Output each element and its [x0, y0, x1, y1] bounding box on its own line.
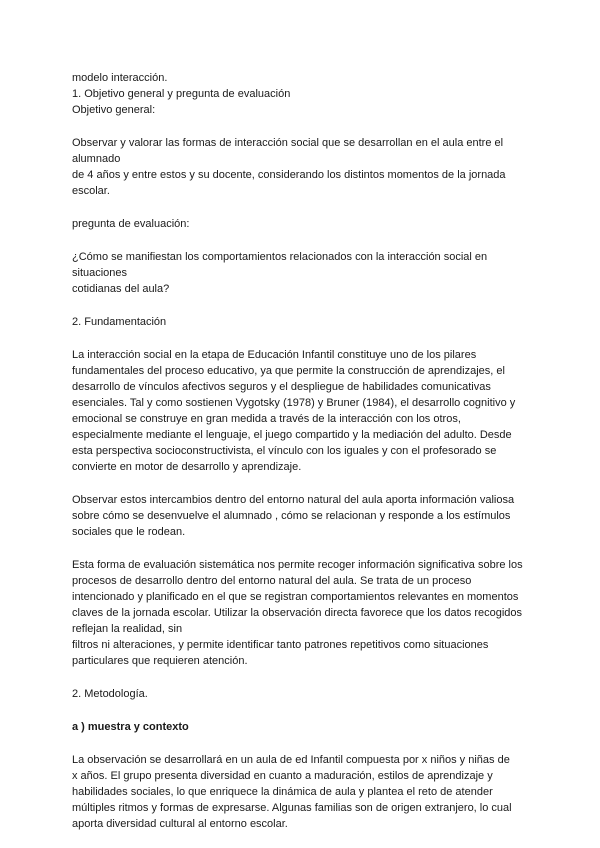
text-line: de 4 años y entre estos y su docente, considerando los distintos momentos de la jornada: [72, 169, 506, 181]
text-line: x años. El grupo presenta diversidad en cuanto a maduración, estilos de aprendizaje y: [72, 770, 493, 782]
text-line: La observación se desarrollará en un aula de ed Infantil compuesta por x niños y niñas de: [72, 754, 510, 766]
section-heading-objective: 1. Objetivo general y pregunta de evaluación: [72, 88, 291, 100]
question-label: pregunta de evaluación:: [72, 218, 190, 230]
text-line: alumnado: [72, 153, 121, 165]
text-line: habilidades sociales, lo que enriquece la dinámica de aula y plantea el reto de atender: [72, 786, 493, 798]
objective-paragraph: [72, 135, 542, 199]
document-page: [72, 70, 542, 832]
text-line: cotidianas del aula?: [72, 283, 170, 295]
subheading-muestra-contexto: a ) muestra y contexto: [72, 721, 189, 733]
text-line: emocional se construye en gran medida a través de la interacción con los otros,: [72, 413, 461, 425]
fundamentacion-paragraph-3: [72, 557, 542, 669]
text-line: especialmente mediante el lenguaje, el juego compartido y la mediación del adulto. Desde: [72, 429, 512, 441]
text-line: sobre cómo se desenvuelve el alumnado , cómo se relacionan y responde a los estímulos: [72, 510, 511, 522]
text-line: sociales que le rodean.: [72, 526, 186, 538]
text-line: fundamentales del proceso educativo, ya que permite la construcción de aprendizajes, el: [72, 365, 505, 377]
text-line: Esta forma de evaluación sistemática nos permite recoger información significativa sobre los: [72, 559, 523, 571]
question-paragraph: [72, 249, 542, 297]
text-line: aporta diversidad cultural al entorno escolar.: [72, 818, 288, 830]
text-line: esenciales. Tal y como sostienen Vygotsky (1978) y Bruner (1984), el desarrollo cognitivo y: [72, 397, 516, 409]
text-line: ¿Cómo se manifiestan los comportamientos relacionados con la interacción social en: [72, 251, 488, 263]
text-line: Observar estos intercambios dentro del entorno natural del aula aporta información valiosa: [72, 494, 515, 506]
intro-line: modelo interacción.: [72, 72, 168, 84]
metodologia-paragraph-1: [72, 752, 542, 832]
text-line: desarrollo de vínculos afectivos seguros y el despliegue de habilidades comunicativas: [72, 381, 491, 393]
text-line: escolar.: [72, 185, 110, 197]
text-line: procesos de desarrollo dentro del entorno natural del aula. Se trata de un proceso: [72, 575, 472, 587]
section-heading-metodologia: 2. Metodología.: [72, 688, 148, 700]
text-line: Observar y valorar las formas de interacción social que se desarrollan en el aula entre el: [72, 137, 504, 149]
text-line: reflejan la realidad, sin: [72, 623, 183, 635]
text-line: situaciones: [72, 267, 128, 279]
text-line: múltiples ritmos y formas de expresarse. Algunas familias son de origen extranjero, lo cual: [72, 802, 512, 814]
text-line: esta perspectiva socioconstructivista, el vínculo con los iguales y con el profesorado se: [72, 445, 497, 457]
objective-label: Objetivo general:: [72, 104, 156, 116]
text-line: intencionado y planificado en el que se registran comportamientos relevantes en momentos: [72, 591, 519, 603]
text-line: convierte en motor de desarrollo y aprendizaje.: [72, 461, 302, 473]
text-line: La interacción social en la etapa de Educación Infantil constituye uno de los pilares: [72, 349, 477, 361]
section-heading-fundamentacion: 2. Fundamentación: [72, 316, 167, 328]
fundamentacion-paragraph-1: [72, 347, 542, 475]
text-line: filtros ni alteraciones, y permite identificar tanto patrones repetitivos como situaciones: [72, 639, 489, 651]
text-line: claves de la jornada escolar. Utilizar la observación directa favorece que los datos recogidos: [72, 607, 523, 619]
fundamentacion-paragraph-2: [72, 492, 542, 540]
text-line: particulares que requieren atención.: [72, 655, 248, 667]
